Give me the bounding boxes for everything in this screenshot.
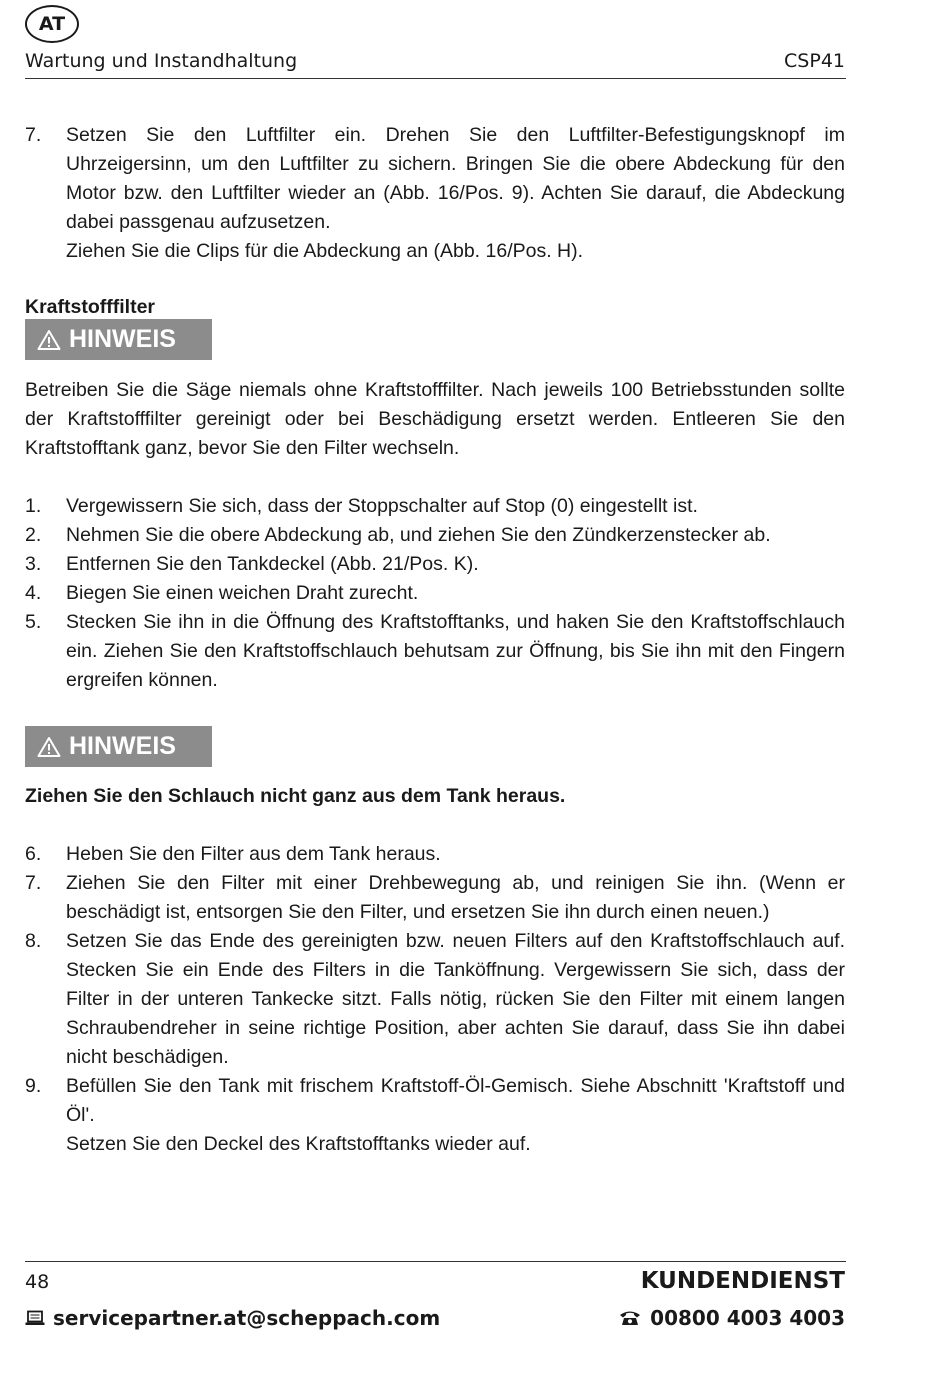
notice-label: HINWEIS xyxy=(69,325,176,353)
list-text: Biegen Sie einen weichen Draht zurecht. xyxy=(66,582,419,604)
list-text: Setzen Sie den Luftfilter ein. Drehen Sie den Luftfilter-Befestigungsknopf im Uhrzeigersinn, um den Luftfilter zu sichern. Bringen Sie die obere Abdeckung für den Motor bzw. den Luftfilter wieder an (Abb. 16/Pos. 9). Achten Sie darauf, die Abdeckung dabei passgenau aufzusetzen. xyxy=(66,124,845,233)
email-address[interactable]: servicepartner.at@scheppach.com xyxy=(53,1306,441,1330)
list-item xyxy=(25,840,845,869)
list-text: Befüllen Sie den Tank mit frischem Kraftstoff-Öl-Gemisch. Siehe Abschnitt 'Kraftstoff und Öl'. xyxy=(66,1075,845,1126)
list-text: Stecken Sie ihn in die Öffnung des Kraftstofftanks, und haken Sie den Kraftstoffschlauch ein. Ziehen Sie den Kraftstoffschlauch behutsam zur Öffnung, bis Sie ihn mit den Fingern ergreifen können. xyxy=(66,611,845,691)
main-content xyxy=(25,121,845,1159)
footer-divider xyxy=(25,1261,846,1262)
list-item xyxy=(25,579,845,608)
list-item xyxy=(25,608,845,695)
list-number: 1. xyxy=(25,495,42,517)
list-item xyxy=(25,550,845,579)
list-text: Ziehen Sie den Filter mit einer Drehbewegung ab, und reinigen Sie ihn. (Wenn er beschädigt ist, entsorgen Sie den Filter, und ersetzen Sie ihn durch einen neuen.) xyxy=(66,872,845,923)
list-text: Entfernen Sie den Tankdeckel (Abb. 21/Pos. K). xyxy=(66,553,479,575)
list-item xyxy=(25,492,845,521)
list-number: 5. xyxy=(25,611,42,633)
list-number: 2. xyxy=(25,524,42,546)
list-number: 7. xyxy=(25,872,42,894)
list-text: Nehmen Sie die obere Abdeckung ab, und ziehen Sie den Zündkerzenstecker ab. xyxy=(66,524,771,546)
page-number: 48 xyxy=(25,1271,50,1293)
notice-box xyxy=(25,726,212,767)
notice-label: HINWEIS xyxy=(69,732,176,760)
list-number: 6. xyxy=(25,843,42,865)
list-subtext: Ziehen Sie die Clips für die Abdeckung an (Abb. 16/Pos. H). xyxy=(66,240,584,262)
list-number: 4. xyxy=(25,582,42,604)
warning-text: Ziehen Sie den Schlauch nicht ganz aus dem Tank heraus. xyxy=(25,785,566,807)
section-heading: Kraftstofffilter xyxy=(25,296,155,318)
phone-number[interactable]: 00800 4003 4003 xyxy=(650,1306,845,1330)
intro-paragraph: Betreiben Sie die Säge niemals ohne Kraftstofffilter. Nach jeweils 100 Betriebsstunden sollte der Kraftstofffilter gereinigt oder bei Beschädigung ersetzt werden. Entleeren Sie den Kraftstofftank ganz, bevor Sie den Filter wechseln. xyxy=(25,379,845,459)
country-badge xyxy=(25,5,79,43)
service-email[interactable] xyxy=(25,1306,440,1330)
telephone-icon xyxy=(618,1309,642,1327)
page-section-title: Wartung und Instandhaltung xyxy=(25,50,298,72)
list-text: Setzen Sie das Ende des gereinigten bzw. neuen Filters auf den Kraftstoffschlauch auf. Stecken Sie ein Ende des Filters in die Tanköffnung. Vergewissern Sie sich, dass der Filter in der unteren Tankecke sitzt. Falls nötig, rücken Sie den Filter mit einem langen Schraubendreher in seine richtige Position, aber achten Sie darauf, dass Sie ihn dabei nicht beschädigen. xyxy=(66,930,845,1068)
laptop-icon xyxy=(25,1310,45,1326)
notice-box xyxy=(25,319,212,360)
country-code: AT xyxy=(38,13,66,35)
warning-icon xyxy=(37,329,61,351)
service-title: KUNDENDIENST xyxy=(640,1268,845,1294)
header-divider xyxy=(25,78,846,79)
list-item xyxy=(25,869,845,927)
warning-icon xyxy=(37,736,61,758)
list-text: Heben Sie den Filter aus dem Tank heraus. xyxy=(66,843,441,865)
list-item xyxy=(25,927,845,1072)
list-number: 7. xyxy=(25,124,42,146)
list-item xyxy=(25,521,845,550)
list-item xyxy=(25,121,845,237)
service-phone[interactable] xyxy=(618,1306,845,1330)
list-item xyxy=(25,1072,845,1130)
list-number: 8. xyxy=(25,930,42,952)
list-number: 3. xyxy=(25,553,42,575)
list-subtext: Setzen Sie den Deckel des Kraftstofftanks wieder auf. xyxy=(66,1133,531,1155)
model-number: CSP41 xyxy=(784,50,845,72)
list-number: 9. xyxy=(25,1075,42,1097)
list-text: Vergewissern Sie sich, dass der Stoppschalter auf Stop (0) eingestellt ist. xyxy=(66,495,698,517)
